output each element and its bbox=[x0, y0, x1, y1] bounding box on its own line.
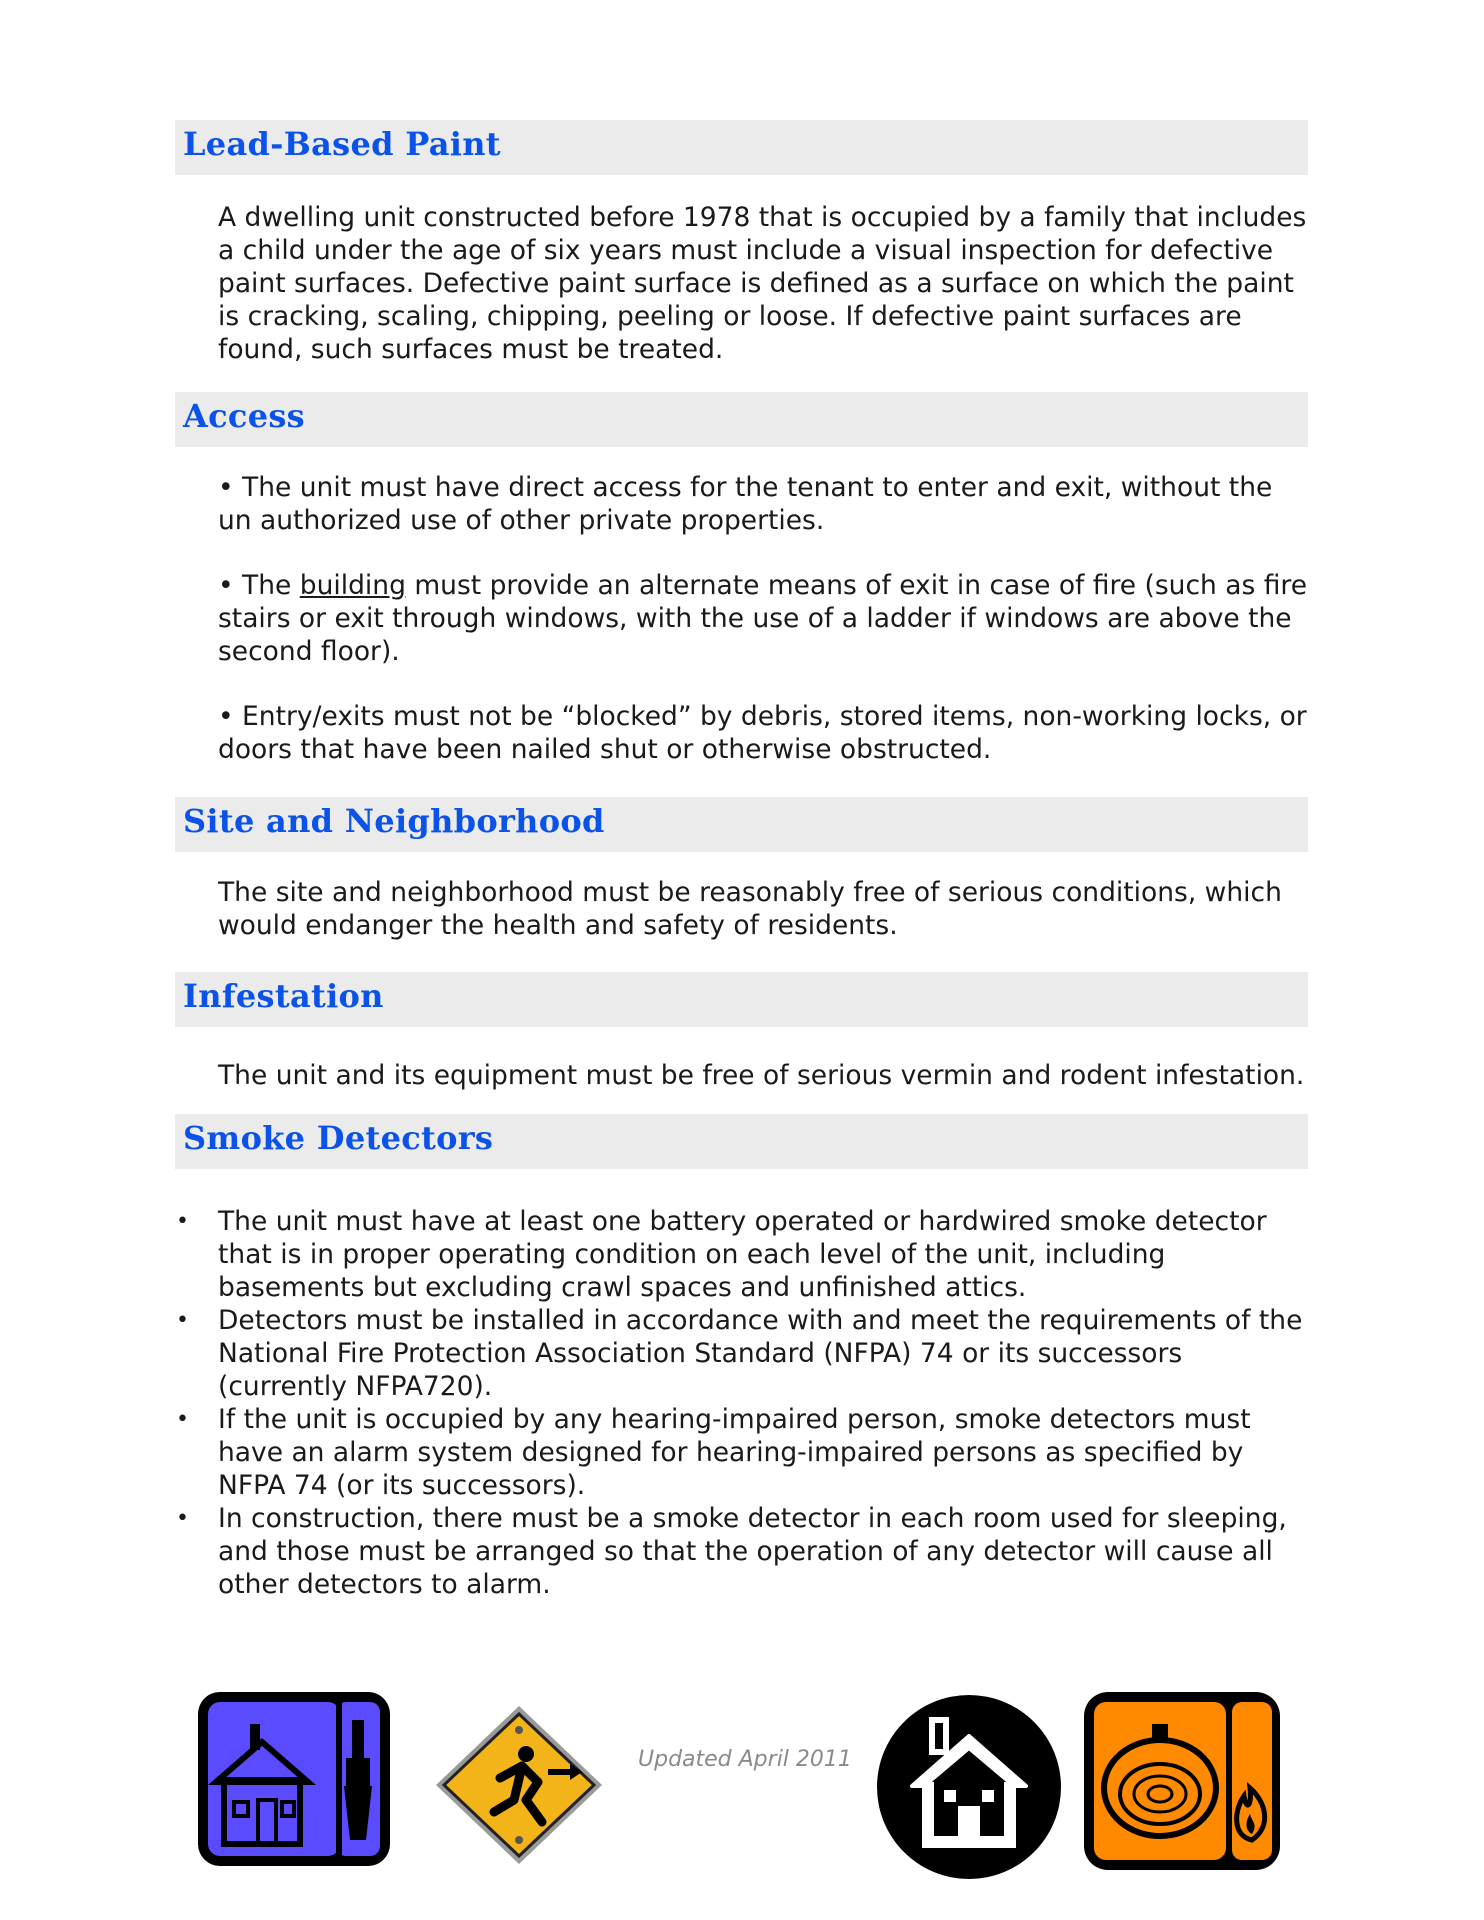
updated-date: Updated April 2011 bbox=[638, 1747, 852, 1772]
infestation-paragraph: The unit and its equipment must be free of serious vermin and rodent infestation. bbox=[218, 1060, 1305, 1091]
section-header-smoke bbox=[175, 1114, 1308, 1169]
bullet-dot: • bbox=[176, 1209, 189, 1234]
building-link[interactable]: building bbox=[299, 570, 406, 601]
access-paragraph-1: • The unit must have direct access for the tenant to enter and exit, without the un authorized use of other private properties. bbox=[218, 472, 1273, 536]
bullet-dot: • bbox=[176, 1506, 189, 1531]
access-p2-prefix: • The bbox=[218, 570, 300, 601]
list-item: • If the unit is occupied by any hearing-impaired person, smoke detectors must have an alarm system designed for hearing-impaired persons as specified by NFPA 74 (or its successors). bbox=[176, 1404, 1251, 1501]
section-title: Smoke Detectors bbox=[183, 1119, 494, 1157]
bullet-dot: • bbox=[176, 1407, 189, 1432]
section-title: Infestation bbox=[183, 977, 384, 1015]
smoke-detector-fire-icon bbox=[1082, 1690, 1282, 1872]
list-item: • The unit must have at least one battery operated or hardwired smoke detector that is in proper operating condition on each level of the unit, including basements but excluding crawl spaces and unfinished attics. bbox=[176, 1206, 1267, 1303]
section-header-access bbox=[175, 392, 1308, 447]
list-item: • Detectors must be installed in accordance with and meet the requirements of the National Fire Protection Association Standard (NFPA) 74 or its successors (currently NFPA720). bbox=[176, 1305, 1303, 1402]
smoke-detector-list bbox=[175, 1205, 1308, 1601]
section-title: Lead-Based Paint bbox=[183, 125, 501, 163]
home-icon bbox=[876, 1694, 1062, 1880]
access-p2-suffix: must provide an alternate means of exit in case of fire (such as fire stairs or exit through windows, with the use of a ladder if windows are above the second floor). bbox=[218, 570, 1308, 667]
lead-paint-paragraph: A dwelling unit constructed before 1978 that is occupied by a family that includes a child under the age of six years must include a visual inspection for defective paint surfaces. Defective paint surface is defined as a surface on which the paint is cracking, scaling, chipping, peeling or loose. If defective paint surfaces are found, such surfaces must be treated. bbox=[218, 202, 1307, 365]
bullet-dot: • bbox=[176, 1308, 189, 1333]
section-title: Access bbox=[183, 397, 305, 435]
access-paragraph-2 bbox=[218, 569, 1308, 668]
section-header-site bbox=[175, 797, 1308, 852]
emergency-exit-icon bbox=[430, 1700, 608, 1870]
section-title: Site and Neighborhood bbox=[183, 802, 605, 840]
section-header-lead-paint bbox=[175, 120, 1308, 175]
house-paint-icon bbox=[196, 1690, 392, 1868]
section-header-infestation bbox=[175, 972, 1308, 1027]
site-paragraph: The site and neighborhood must be reasonably free of serious conditions, which would endanger the health and safety of residents. bbox=[218, 877, 1282, 941]
access-paragraph-3: • Entry/exits must not be “blocked” by debris, stored items, non-working locks, or doors that have been nailed shut or otherwise obstructed. bbox=[218, 701, 1307, 765]
list-item: • In construction, there must be a smoke detector in each room used for sleeping, and those must be arranged so that the operation of any detector will cause all other detectors to alarm. bbox=[176, 1503, 1287, 1600]
